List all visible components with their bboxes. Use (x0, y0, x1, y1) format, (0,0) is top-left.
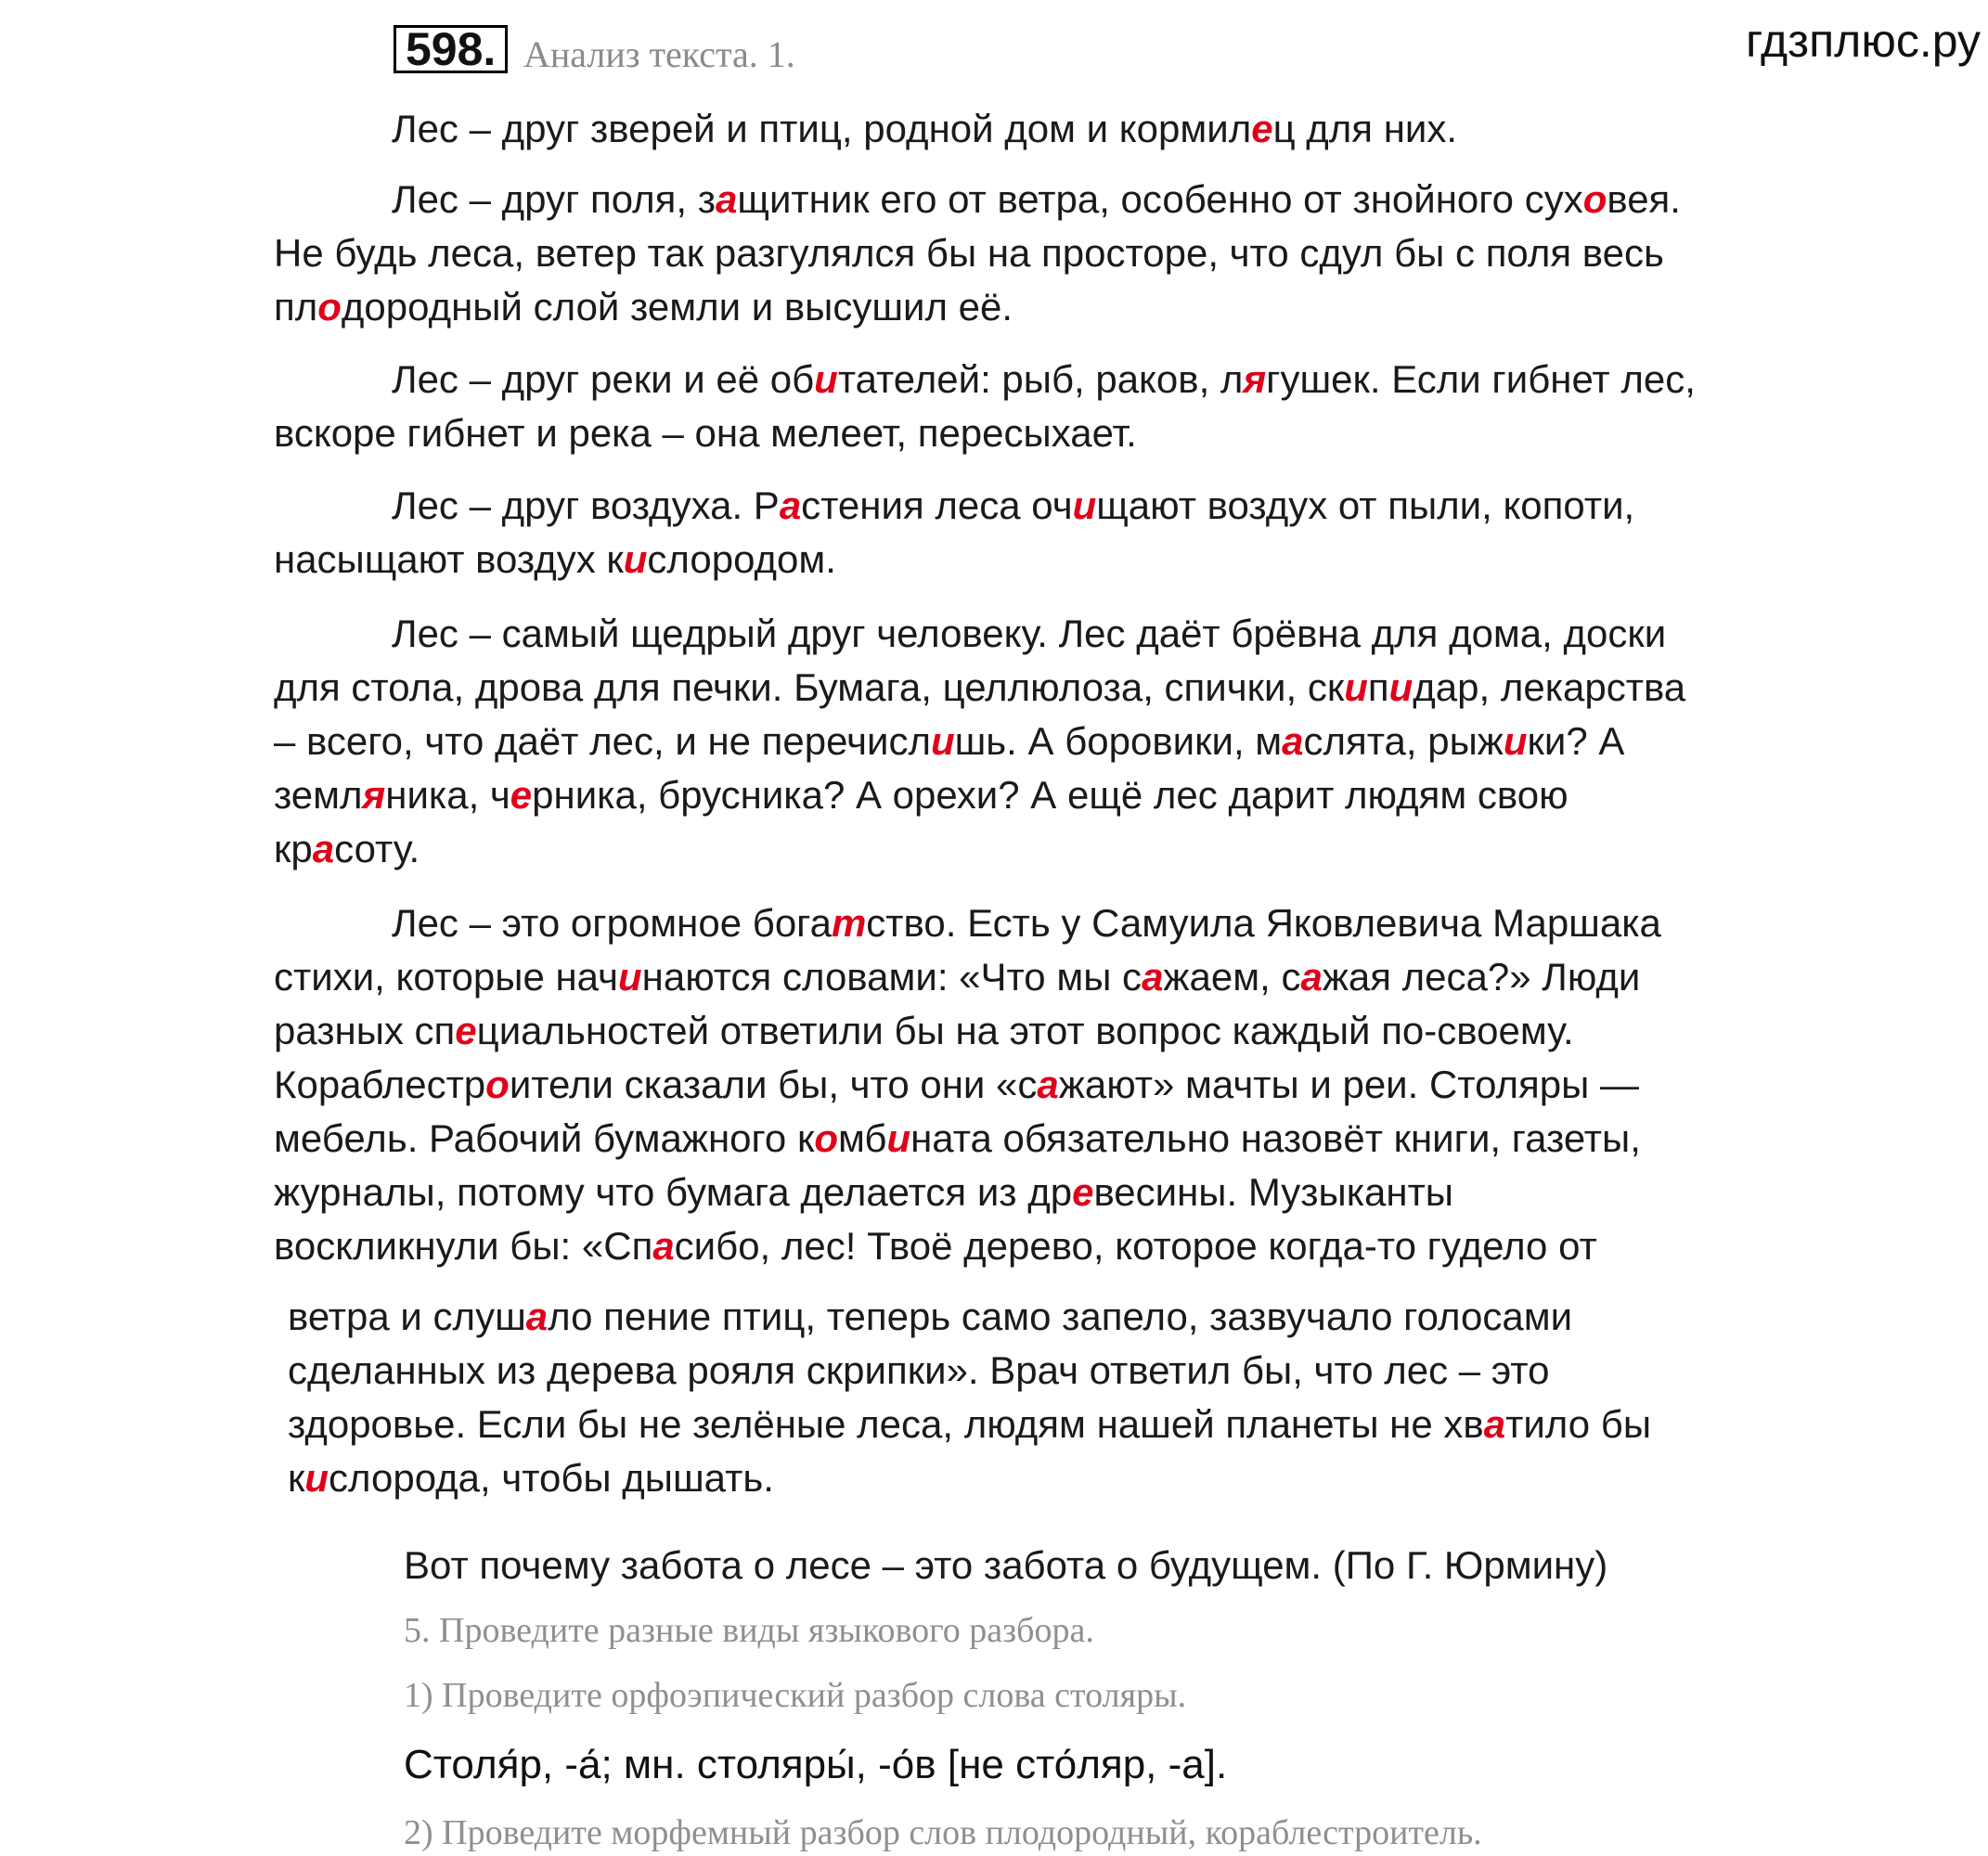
highlighted-letter: я (1243, 357, 1267, 401)
text-fragment: вскоре гибнет и река – она мелеет, пересыхает. (274, 411, 1137, 455)
text-fragment: сибо, лес! Твоё дерево, которое когда-то гудело от (674, 1224, 1597, 1268)
text-fragment: ство. Есть у Самуила Яковлевича Маршака (866, 901, 1661, 945)
text-fragment: Лес – друг воздуха. Р (392, 483, 780, 527)
text-line (274, 173, 1852, 226)
highlighted-letter: а (1037, 1063, 1059, 1106)
text-fragment: слорода, чтобы дышать. (329, 1456, 774, 1500)
text-line (274, 1112, 1852, 1166)
text-fragment: воскликнули бы: «Сп (274, 1224, 653, 1268)
task-number: 598. (406, 23, 497, 75)
text-fragment: насыщают воздух к (274, 537, 624, 581)
text-fragment: – всего, что даёт лес, и не перечисл (274, 719, 931, 763)
text-fragment: ника, ч (385, 773, 510, 817)
text-line (274, 896, 1852, 950)
text-fragment: жаем, с (1163, 955, 1301, 999)
text-fragment: ната обязательно назовёт книги, газеты, (910, 1116, 1641, 1160)
paragraph-7 (288, 1290, 1865, 1505)
highlighted-letter: о (485, 1063, 510, 1106)
text-fragment: Лес – это огромное бога (392, 901, 832, 945)
text-fragment: ло пение птиц, теперь само запело, зазвучало голосами (548, 1295, 1573, 1338)
highlighted-letter: а (525, 1295, 549, 1338)
highlighted-letter: и (618, 955, 642, 999)
highlighted-letter: о (814, 1116, 838, 1160)
text-fragment: журналы, потому что бумага делается из др (274, 1170, 1073, 1214)
text-fragment: жают» мачты и реи. Столяры — (1058, 1063, 1639, 1106)
text-fragment: кр (274, 827, 313, 870)
text-line (274, 226, 1852, 280)
text-fragment: слята, рыж (1303, 719, 1504, 763)
text-fragment: дар, лекарства (1413, 665, 1686, 709)
text-fragment: дородный слой земли и высушил её. (341, 285, 1013, 329)
highlighted-letter: е (510, 773, 533, 817)
highlighted-letter: о (317, 285, 342, 329)
text-fragment: Кораблестр (274, 1063, 486, 1106)
text-line (288, 1398, 1865, 1451)
highlighted-letter: а (716, 177, 738, 221)
highlighted-letter: а (652, 1224, 675, 1268)
text-fragment: наются словами: «Что мы с (641, 955, 1142, 999)
text-fragment: соту. (334, 827, 420, 870)
text-fragment: пл (274, 285, 318, 329)
text-fragment: весины. Музыканты (1093, 1170, 1453, 1214)
highlighted-letter: и (623, 537, 648, 581)
text-line (274, 950, 1852, 1004)
text-line (288, 1451, 1865, 1505)
text-fragment: мб (837, 1116, 887, 1160)
highlighted-letter: и (1503, 719, 1528, 763)
highlighted-letter: е (1251, 107, 1273, 150)
text-line (274, 1058, 1852, 1112)
site-name: гдзплюс.ру (1746, 15, 1981, 67)
text-fragment: слородом. (647, 537, 836, 581)
paragraph-1 (274, 102, 1852, 156)
paragraph-6 (274, 896, 1852, 1273)
highlighted-letter: а (1300, 955, 1323, 999)
paragraph-2 (274, 173, 1852, 334)
highlighted-letter: и (1072, 483, 1097, 527)
text-fragment: гушек. Если гибнет лес, (1266, 357, 1696, 401)
text-line (274, 479, 1852, 533)
text-fragment: земл (274, 773, 363, 817)
text-fragment: Лес – друг поля, з (392, 177, 716, 221)
text-fragment: циальностей ответили бы на этот вопрос каждый по-своему. (476, 1009, 1574, 1052)
text-fragment: Лес – друг реки и её об (392, 357, 815, 401)
text-fragment: для стола, дрова для печки. Бумага, целлюлоза, спички, ск (274, 665, 1345, 709)
text-fragment: ители сказали бы, что они «с (509, 1063, 1038, 1106)
paragraph-5 (274, 607, 1852, 876)
text-fragment: ки? А (1527, 719, 1625, 763)
text-fragment: разных сп (274, 1009, 456, 1052)
highlighted-letter: е (455, 1009, 477, 1052)
highlighted-letter: и (814, 357, 838, 401)
text-fragment: тило бы (1505, 1402, 1652, 1446)
text-fragment: стения леса оч (801, 483, 1073, 527)
paragraph-4 (274, 479, 1852, 586)
text-line (274, 533, 1852, 586)
text-fragment: стихи, которые нач (274, 955, 618, 999)
text-line (274, 661, 1852, 715)
text-line (274, 822, 1852, 876)
task-title: Анализ текста. 1. (523, 33, 795, 75)
text-line (274, 406, 1852, 460)
conclusion-text: Вот почему забота о лесе – это забота о будущем. (По Г. Юрмину) (404, 1543, 1608, 1587)
text-fragment: Лес – друг зверей и птиц, родной дом и кормил (392, 107, 1252, 150)
text-fragment: тателей: рыб, раков, л (837, 357, 1244, 401)
highlighted-letter: и (1344, 665, 1368, 709)
text-line (274, 280, 1852, 334)
text-fragment: Не будь леса, ветер так разгулялся бы на просторе, что сдул бы с поля весь (274, 231, 1664, 275)
text-line (274, 353, 1852, 406)
text-fragment: мебель. Рабочий бумажного к (274, 1116, 815, 1160)
text-fragment: жая леса?» Люди (1322, 955, 1641, 999)
text-fragment: ветра и слуш (288, 1295, 526, 1338)
highlighted-letter: а (312, 827, 335, 870)
highlighted-letter: и (304, 1456, 329, 1500)
text-line (274, 715, 1852, 768)
text-line (274, 607, 1852, 661)
highlighted-letter: а (1483, 1402, 1506, 1446)
highlighted-letter: я (362, 773, 386, 817)
highlighted-letter: а (779, 483, 802, 527)
orthoepic-answer: Столя́р, -а́; мн. столяры́, -о́в [не сто́ляр, -а]. (404, 1742, 1228, 1787)
highlighted-letter: а (1142, 955, 1164, 999)
text-line (274, 768, 1852, 822)
highlighted-letter: о (1582, 177, 1607, 221)
text-line (274, 1166, 1852, 1219)
text-line (274, 1004, 1852, 1058)
paragraph-3 (274, 353, 1852, 460)
text-line (288, 1344, 1865, 1398)
text-fragment: здоровье. Если бы не зелёные леса, людям нашей планеты не хв (288, 1402, 1484, 1446)
text-line (274, 102, 1852, 156)
highlighted-letter: и (1388, 665, 1414, 709)
highlighted-letter: и (886, 1116, 911, 1160)
highlighted-letter: т (831, 901, 867, 945)
highlighted-letter: е (1072, 1170, 1094, 1214)
text-fragment: шь. А боровики, м (954, 719, 1283, 763)
task-5-2: 2) Проведите морфемный разбор слов плодородный, кораблестроитель. (404, 1813, 1482, 1852)
text-fragment: рника, брусника? А орехи? А ещё лес дарит людям свою (532, 773, 1568, 817)
text-fragment: ц для них. (1272, 107, 1458, 150)
text-fragment: щитник его от ветра, особенно от знойного сух (737, 177, 1583, 221)
highlighted-letter: и (930, 719, 955, 763)
task-number-box (394, 25, 508, 73)
highlighted-letter: а (1282, 719, 1304, 763)
text-line (288, 1290, 1865, 1344)
conclusion-line (404, 1539, 1982, 1592)
text-fragment: щают воздух от пыли, копоти, (1096, 483, 1635, 527)
text-line (274, 1219, 1852, 1273)
task-5-1: 1) Проведите орфоэпический разбор слова столяры. (404, 1676, 1187, 1715)
text-fragment: вея. (1607, 177, 1681, 221)
text-fragment: Лес – самый щедрый друг человеку. Лес даёт брёвна для дома, доски (392, 612, 1667, 655)
text-fragment: сделанных из дерева рояля скрипки». Врач ответил бы, что лес – это (288, 1348, 1550, 1392)
task-5: 5. Проведите разные виды языкового разбора. (404, 1611, 1094, 1650)
text-fragment: п (1367, 665, 1389, 709)
text-fragment: к (288, 1456, 305, 1500)
